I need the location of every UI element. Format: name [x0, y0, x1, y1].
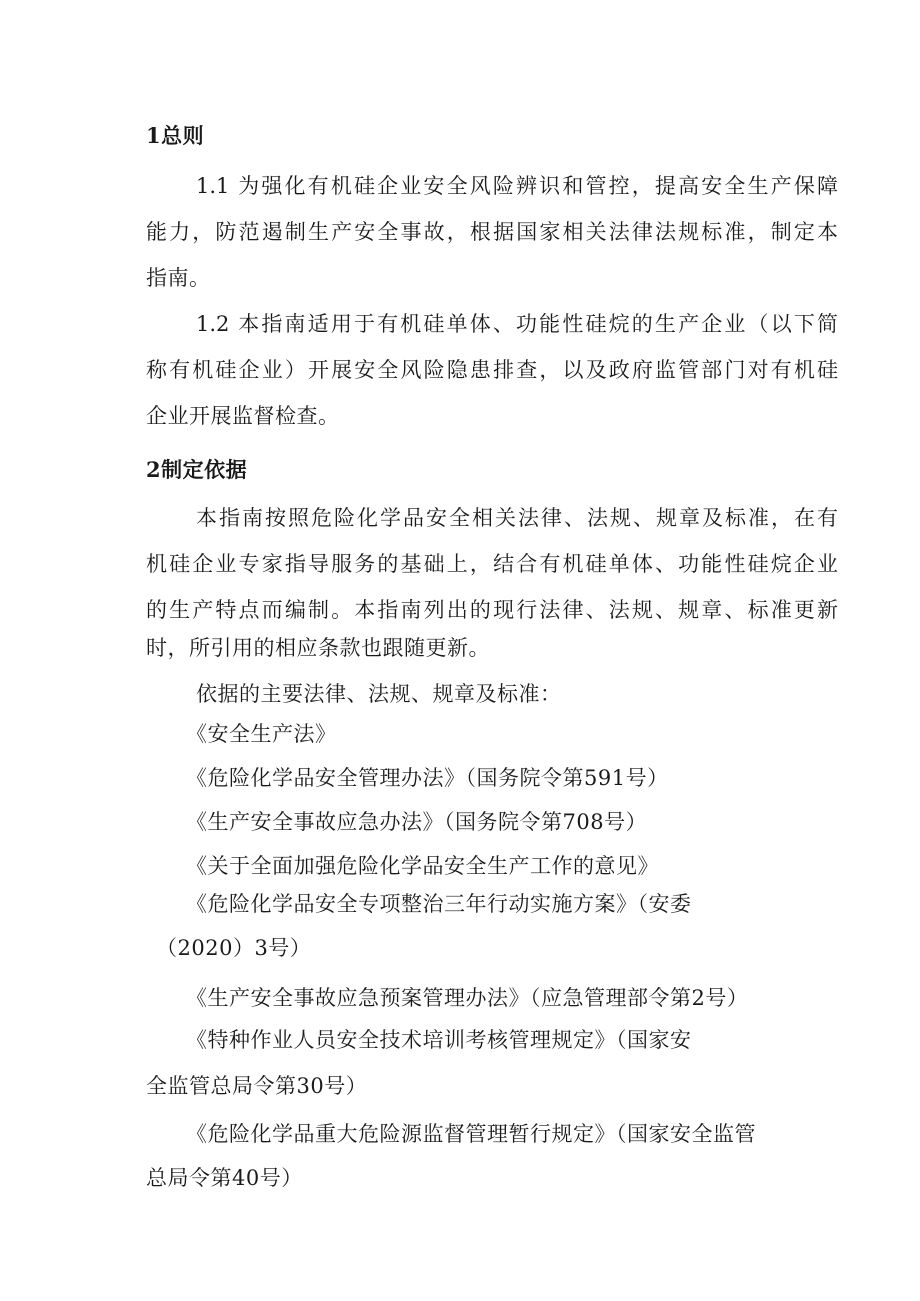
list-item: 《危险化学品重大危险源监督管理暂行规定》（国家安全监管 [186, 1122, 756, 1146]
paragraph-line: 的生产特点而编制。本指南列出的现行法律、法规、规章、标准更新 [146, 598, 838, 622]
section-heading-basis: 2制定依据 [146, 457, 248, 482]
paragraph-line: 称有机硅企业）开展安全风险隐患排查，以及政府监管部门对有机硅 [146, 358, 838, 382]
list-item: 《危险化学品安全专项整治三年行动实施方案》（安委 [186, 892, 692, 916]
paragraph-line: 企业开展监督检查。 [146, 404, 340, 428]
list-item: 《危险化学品安全管理办法》（国务院令第591号） [186, 766, 669, 790]
paragraph-line: 1.2 本指南适用于有机硅单体、功能性硅烷的生产企业（以下简 [196, 312, 838, 336]
list-item: 《关于全面加强危险化学品安全生产工作的意见》 [186, 854, 659, 878]
paragraph-line: 指南。 [146, 266, 211, 290]
list-item-continuation: 全监管总局令第30号） [146, 1074, 368, 1098]
list-item-continuation: （2020）3号） [156, 936, 312, 960]
paragraph-line: 能力，防范遏制生产安全事故，根据国家相关法律法规标准，制定本 [146, 220, 838, 244]
list-intro: 依据的主要法律、法规、规章及标准： [196, 682, 562, 706]
paragraph-line: 1.1 为强化有机硅企业安全风险辨识和管控，提高安全生产保障 [196, 174, 838, 198]
paragraph-line: 机硅企业专家指导服务的基础上，结合有机硅单体、功能性硅烷企业 [146, 552, 838, 576]
list-item: 《特种作业人员安全技术培训考核管理规定》（国家安 [186, 1028, 692, 1052]
list-item-continuation: 总局令第40号） [146, 1166, 303, 1190]
list-item: 《安全生产法》 [186, 722, 337, 746]
section-heading-general: 1总则 [146, 123, 205, 148]
list-item: 《生产安全事故应急预案管理办法》（应急管理部令第2号） [186, 986, 749, 1010]
list-item: 《生产安全事故应急办法》（国务院令第708号） [186, 810, 648, 834]
paragraph-line: 本指南按照危险化学品安全相关法律、法规、规章及标准，在有 [196, 506, 838, 530]
paragraph-line: 时，所引用的相应条款也跟随更新。 [146, 636, 490, 660]
